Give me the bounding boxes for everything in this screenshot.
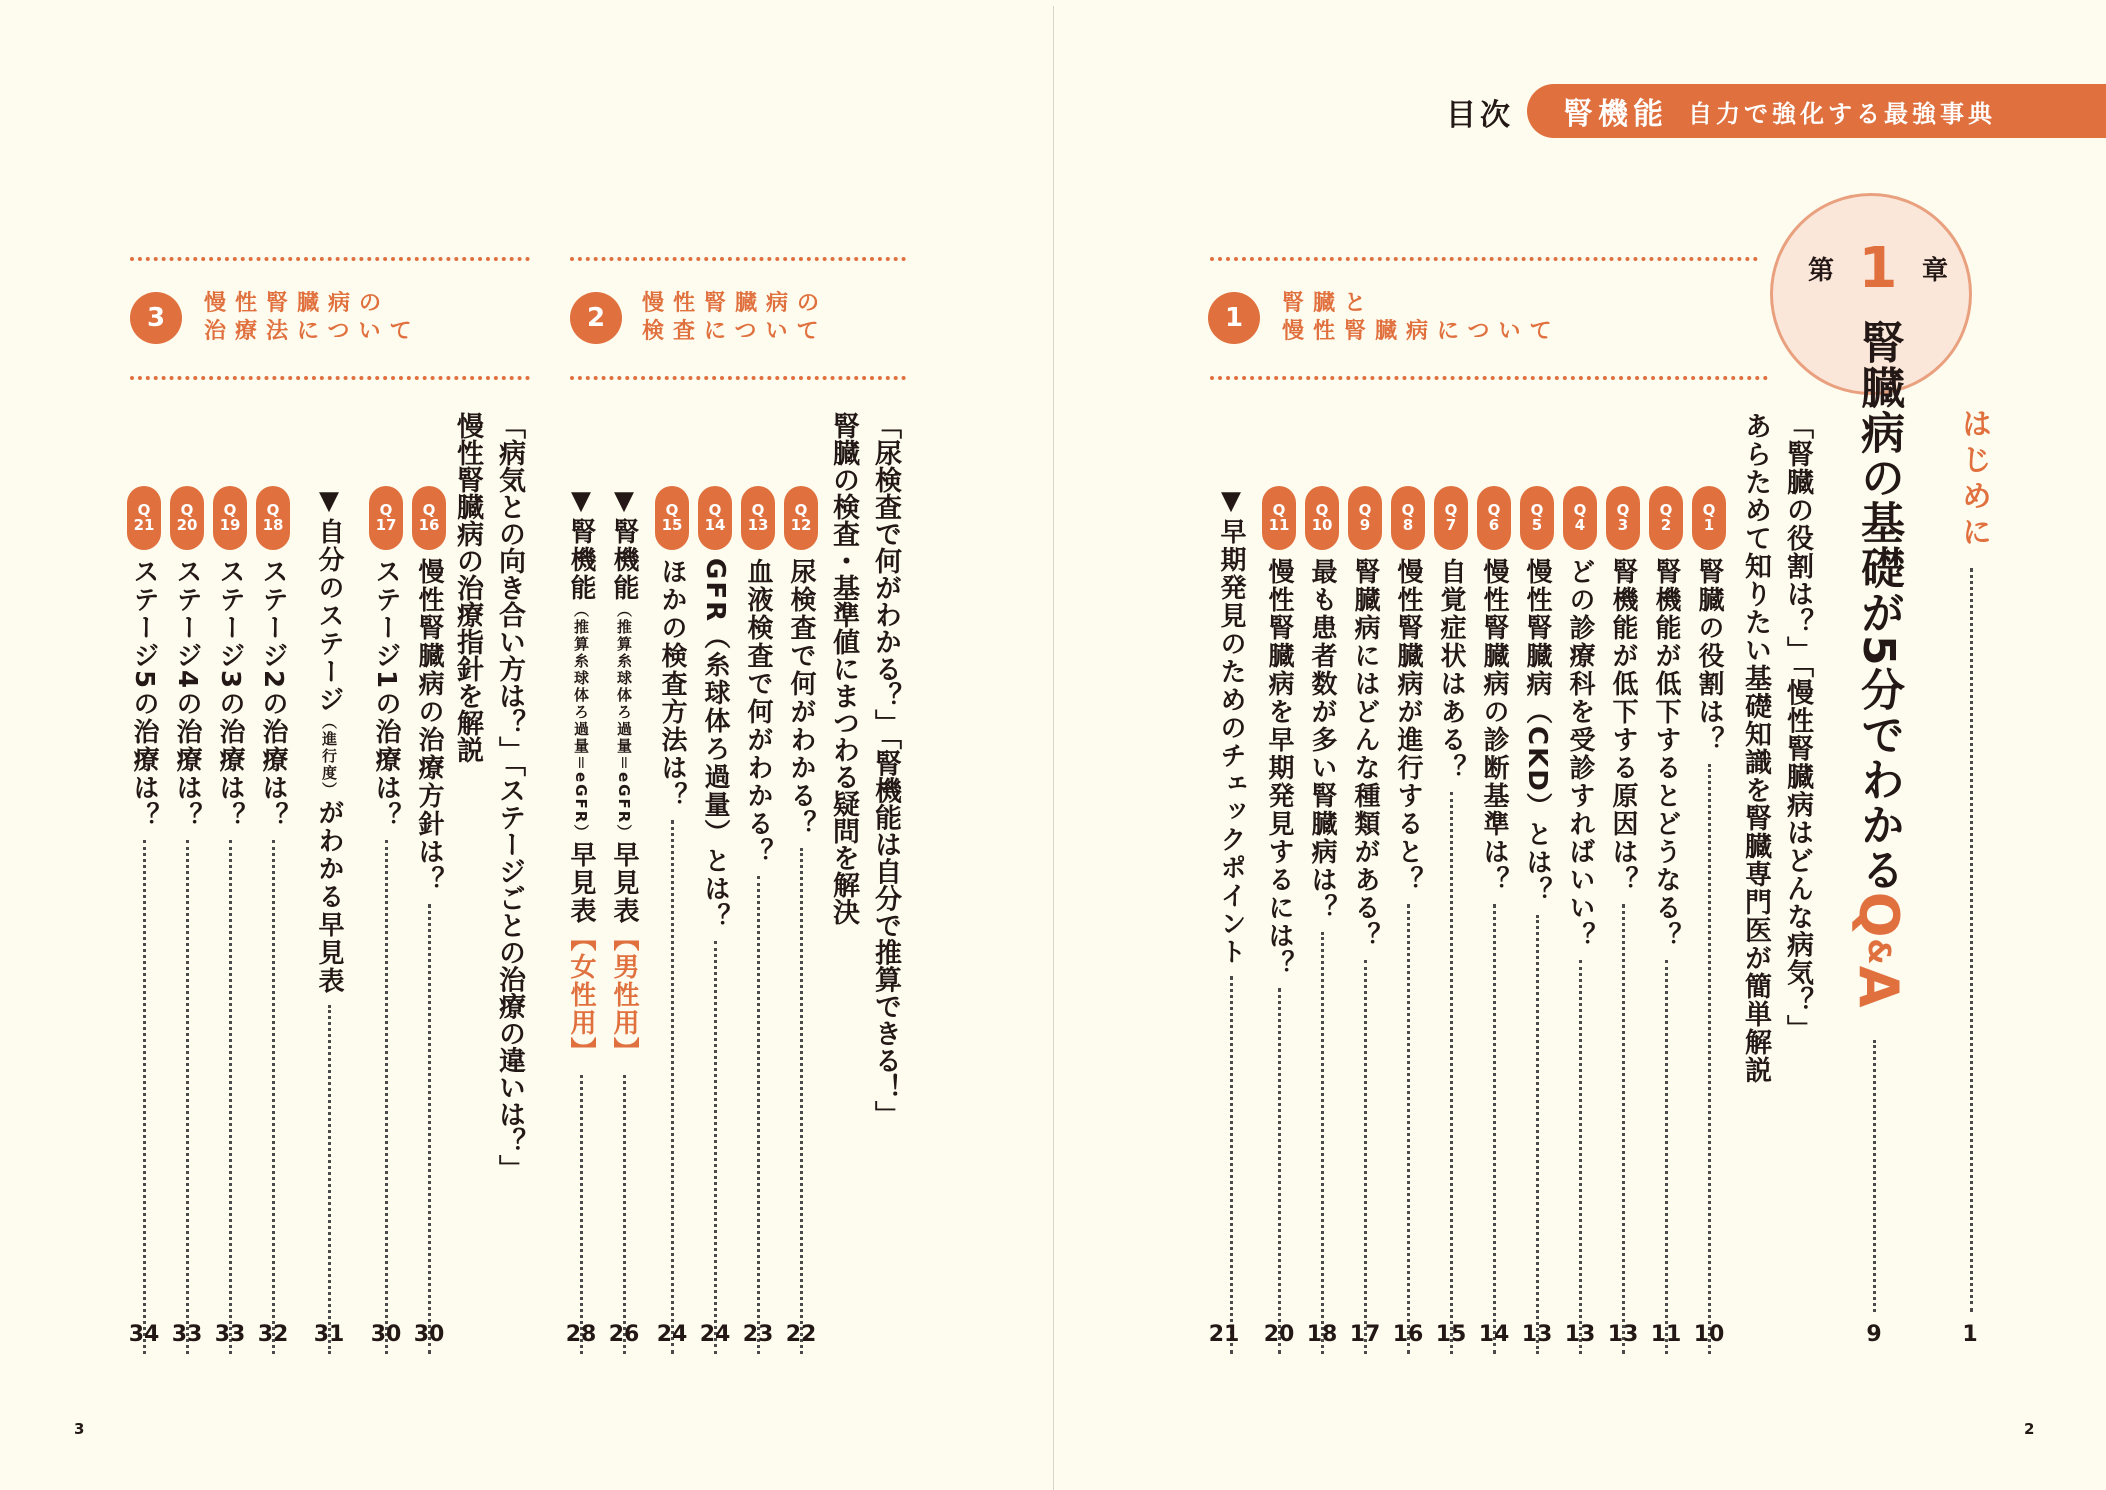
page-number: 13 [1521, 1322, 1553, 1347]
entry-title: ▼自分のステージ（進行度）がわかる早見表 [314, 486, 344, 995]
page-number: 26 [608, 1322, 640, 1347]
page-number: 13 [1564, 1322, 1596, 1347]
leader-dots [623, 1075, 626, 1354]
q-badge: Q 21 [127, 486, 161, 550]
toc-entry[interactable] [209, 486, 251, 1362]
toc-entry[interactable] [1258, 486, 1300, 1362]
section3-badge: 3 [130, 292, 182, 344]
q-badge: Q 10 [1305, 486, 1339, 550]
leader-dots [1536, 915, 1539, 1354]
page-number: 30 [370, 1322, 402, 1347]
toc-entry[interactable] [1559, 486, 1601, 1362]
entry-title: 尿検査で何がわかる？ [786, 558, 816, 838]
page-number: 34 [128, 1322, 160, 1347]
leader-dots [1665, 960, 1668, 1354]
q-badge: Q 7 [1434, 486, 1468, 550]
entry-title: 慢性腎臓病（CKD）とは？ [1522, 558, 1552, 905]
entry-title: 慢性腎臓病の診断基準は？ [1479, 558, 1509, 894]
hajimeni-page: 1 [1962, 1322, 1978, 1347]
leader-dots [1579, 960, 1582, 1354]
section2-rule-bottom [570, 376, 906, 380]
chapter-title-dots [1873, 1040, 1876, 1312]
q-badge: Q 19 [213, 486, 247, 550]
page-number: 13 [1607, 1322, 1639, 1347]
entry-title: 慢性腎臓病の治療方針は？ [414, 558, 444, 894]
q-badge: Q 16 [412, 486, 446, 550]
toc-entry[interactable] [1301, 486, 1343, 1362]
leader-dots [1622, 904, 1625, 1354]
section3-rule-bottom [130, 376, 530, 380]
toc-entry[interactable] [1602, 486, 1644, 1362]
section3-title-line1: 慢性腎臓病の [204, 291, 391, 316]
page-number: 23 [742, 1322, 774, 1347]
book-title-banner [1527, 84, 2106, 138]
entry-title: 最も患者数が多い腎臓病は？ [1307, 558, 1337, 922]
entry-title: どの診療科を受診すればいい？ [1565, 558, 1595, 950]
chapter-label [1808, 236, 1948, 301]
toc-entry[interactable] [1344, 486, 1386, 1362]
page-number: 30 [413, 1322, 445, 1347]
section1-rule-top [1210, 257, 1758, 261]
leader-dots [385, 840, 388, 1354]
entry-title: GFR（糸球体ろ過量）とは？ [700, 558, 730, 932]
entry-title: 腎機能が低下する原因は？ [1608, 558, 1638, 894]
leader-dots [143, 840, 146, 1354]
entry-title: 自覚症状はある？ [1436, 558, 1466, 782]
page-number: 33 [171, 1322, 203, 1347]
leader-dots [1708, 764, 1711, 1354]
toc-entry[interactable] [408, 486, 450, 1362]
intro-line-1: 「腎臓の役割は？」「慢性腎臓病はどんな病気？」 [1782, 412, 1813, 1043]
entry-title: ▼腎機能（推算糸球体ろ過量＝eGFR）早見表【男性用】 [609, 486, 639, 1066]
mokuji-label: 目次 [1446, 98, 1514, 133]
q-badge: Q 18 [256, 486, 290, 550]
toc-entry[interactable] [1516, 486, 1558, 1362]
toc-entry[interactable] [603, 486, 645, 1362]
chapter-title-page: 9 [1866, 1322, 1882, 1347]
page-number: 21 [1208, 1322, 1240, 1347]
q-badge: Q 8 [1391, 486, 1425, 550]
toc-entry[interactable] [166, 486, 208, 1362]
page-gutter [1053, 6, 1054, 1490]
toc-entry[interactable] [560, 486, 602, 1362]
chapter-dai: 第 [1808, 256, 1835, 286]
toc-entry[interactable] [1473, 486, 1515, 1362]
toc-entry[interactable] [780, 486, 822, 1362]
page-number: 28 [565, 1322, 597, 1347]
q-badge: Q 5 [1520, 486, 1554, 550]
section3-lead-line2: 慢性腎臓病の治療指針を解説 [452, 412, 483, 763]
q-badge: Q 9 [1348, 486, 1382, 550]
toc-entry[interactable] [1645, 486, 1687, 1362]
q-badge: Q 6 [1477, 486, 1511, 550]
leader-dots [272, 840, 275, 1354]
page-number: 15 [1435, 1322, 1467, 1347]
q-badge: Q 1 [1692, 486, 1726, 550]
page-number: 18 [1306, 1322, 1338, 1347]
section1-title-line2: 慢性腎臓病について [1282, 319, 1561, 344]
section3-lead-line1: 「病気との向き合い方は？」「ステージごとの治療の違いは？」 [494, 412, 525, 1182]
section1-rule-bottom [1210, 376, 1768, 380]
page-number: 16 [1392, 1322, 1424, 1347]
leader-dots [328, 1005, 331, 1354]
toc-entry[interactable] [1430, 486, 1472, 1362]
entry-title: ▼早期発見のためのチェックポイント [1216, 486, 1246, 966]
page-number: 17 [1349, 1322, 1381, 1347]
leader-dots [1450, 792, 1453, 1354]
entry-title: ほかの検査方法は？ [657, 558, 687, 810]
chapter-sho: 章 [1921, 256, 1948, 286]
folio-right: 2 [2024, 1420, 2035, 1438]
entry-title: ステージ4の治療は？ [172, 558, 202, 831]
leader-dots [1407, 904, 1410, 1354]
book-title-sub: 自力で強化する最強事典 [1688, 99, 1996, 128]
entry-title: 慢性腎臓病が進行すると？ [1393, 558, 1423, 894]
entry-title: ステージ2の治療は？ [258, 558, 288, 831]
page-number: 32 [257, 1322, 289, 1347]
book-title-main: 腎機能 [1563, 97, 1668, 132]
leader-dots [800, 848, 803, 1354]
q-badge: Q 14 [698, 486, 732, 550]
toc-entry[interactable] [737, 486, 779, 1362]
page-number: 11 [1650, 1322, 1682, 1347]
section2-title-line2: 検査について [642, 319, 828, 344]
leader-dots [186, 840, 189, 1354]
leader-dots [671, 820, 674, 1354]
page-number: 24 [656, 1322, 688, 1347]
entry-title: 慢性腎臓病を早期発見するには？ [1264, 558, 1294, 978]
leader-dots [714, 941, 717, 1354]
entry-title: ▼腎機能（推算糸球体ろ過量＝eGFR）早見表【女性用】 [566, 486, 596, 1066]
page-number: 10 [1693, 1322, 1725, 1347]
toc-entry[interactable] [1688, 486, 1730, 1362]
page-number: 20 [1263, 1322, 1295, 1347]
q-badge: Q 12 [784, 486, 818, 550]
section1-title-line1: 腎臓と [1282, 291, 1376, 316]
hajimeni-label: はじめに [1956, 408, 1991, 552]
section2-rule-top [570, 257, 906, 261]
section2-badge: 2 [570, 292, 622, 344]
q-badge: Q 4 [1563, 486, 1597, 550]
entry-title: 腎機能が低下するとどうなる？ [1651, 558, 1681, 950]
section3-rule-top [130, 257, 530, 261]
toc-entry[interactable] [365, 486, 407, 1362]
leader-dots [580, 1075, 583, 1354]
page-number: 31 [313, 1322, 345, 1347]
entry-title: 腎臓の役割は？ [1694, 558, 1724, 754]
leader-dots [1364, 960, 1367, 1354]
leader-dots [1278, 988, 1281, 1354]
toc-entry[interactable] [651, 486, 693, 1362]
leader-dots [757, 876, 760, 1354]
section2-lead-line1: 「尿検査で何がわかる？」「腎機能は自分で推算できる！」 [870, 412, 901, 1128]
leader-dots [428, 904, 431, 1354]
toc-entry[interactable] [123, 486, 165, 1362]
section1-badge: 1 [1208, 292, 1260, 344]
folio-left: 3 [74, 1420, 85, 1438]
toc-entry[interactable] [308, 486, 350, 1362]
leader-dots [1493, 904, 1496, 1354]
entry-title: ステージ5の治療は？ [129, 558, 159, 831]
entry-title: ステージ1の治療は？ [371, 558, 401, 831]
page-number: 33 [214, 1322, 246, 1347]
section2-title-line1: 慢性腎臓病の [642, 291, 829, 316]
section2-lead-line2: 腎臓の検査・基準値にまつわる疑問を解決 [828, 412, 859, 925]
toc-entry[interactable] [1210, 486, 1252, 1362]
leader-dots [229, 840, 232, 1354]
intro-line-2: あらためて知りたい基礎知識を腎臓専門医が簡単解説 [1740, 412, 1771, 1084]
q-badge: Q 15 [655, 486, 689, 550]
leader-dots [1230, 976, 1233, 1354]
entry-title: ステージ3の治療は？ [215, 558, 245, 831]
chapter-number: 1 [1858, 236, 1898, 301]
chapter-title: 腎臓病の基礎が5分でわかるQ&A [1847, 320, 1910, 1009]
q-badge: Q 11 [1262, 486, 1296, 550]
toc-entry[interactable] [252, 486, 294, 1362]
leader-dots [1321, 932, 1324, 1354]
q-badge: Q 13 [741, 486, 775, 550]
q-badge: Q 3 [1606, 486, 1640, 550]
toc-entry[interactable] [1387, 486, 1429, 1362]
page-number: 14 [1478, 1322, 1510, 1347]
q-badge: Q 2 [1649, 486, 1683, 550]
entry-title: 腎臓病にはどんな種類がある？ [1350, 558, 1380, 950]
q-badge: Q 17 [369, 486, 403, 550]
page-number: 22 [785, 1322, 817, 1347]
hajimeni-dots [1970, 568, 1973, 1312]
entry-title: 血液検査で何がわかる？ [743, 558, 773, 866]
section3-title-line2: 治療法について [204, 319, 421, 344]
toc-entry[interactable] [694, 486, 736, 1362]
page-number: 24 [699, 1322, 731, 1347]
q-badge: Q 20 [170, 486, 204, 550]
